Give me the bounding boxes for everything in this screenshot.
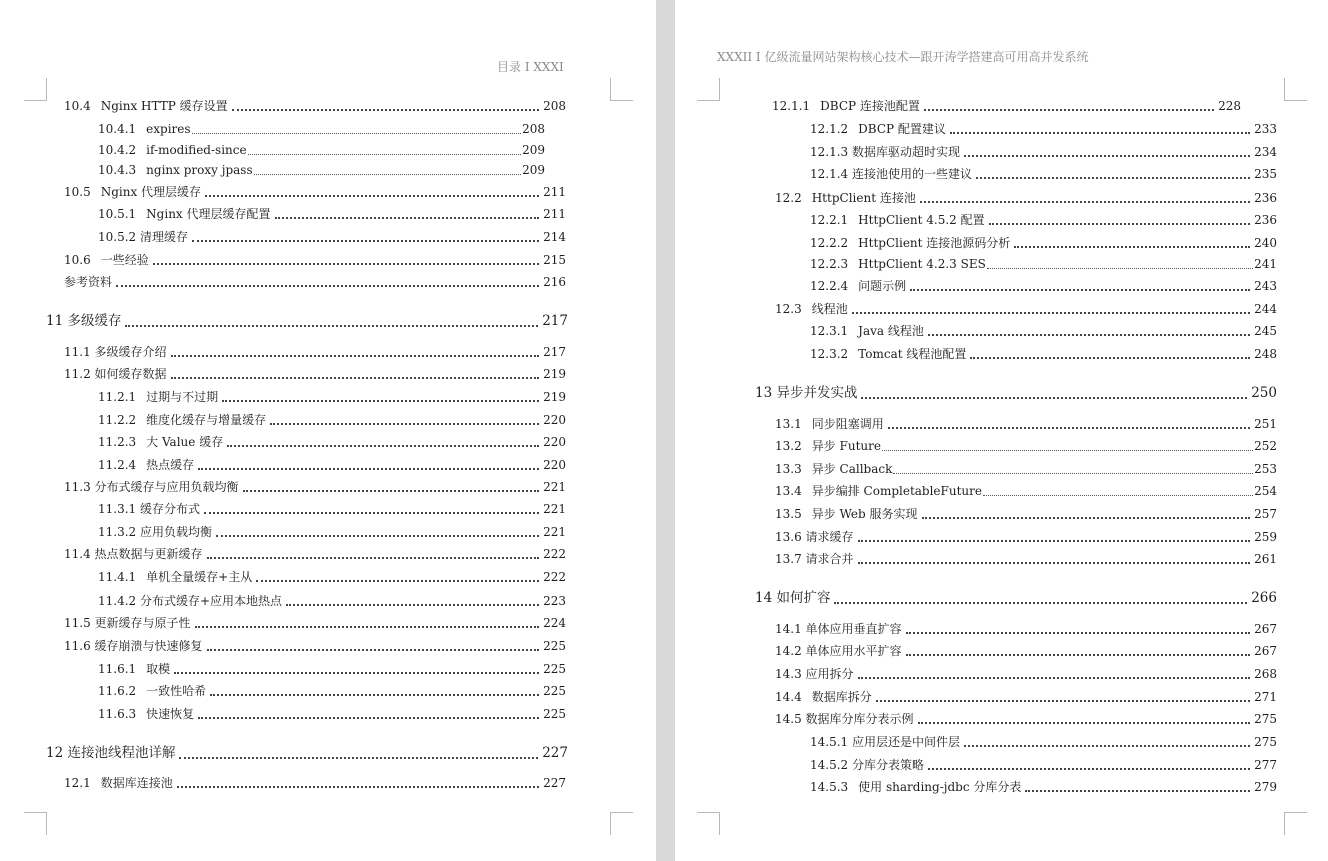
toc-entry-page-number: 244: [1254, 302, 1277, 316]
toc-entry-title: 11.6 缓存崩溃与快速修复: [64, 639, 203, 653]
toc-entry[interactable]: [775, 711, 1277, 727]
toc-entry-page-number: 217: [542, 313, 568, 329]
toc-entry-number: 12.2.3: [810, 257, 849, 271]
dot-leader: [861, 397, 1247, 399]
dot-leader: [171, 355, 540, 357]
toc-entry[interactable]: [775, 416, 1277, 432]
toc-entry-title: 11.2 如何缓存数据: [64, 367, 167, 381]
toc-entry-page-number: 208: [543, 99, 566, 113]
toc-entry-page-number: 228: [1218, 99, 1241, 113]
toc-entry-page-number: 271: [1254, 690, 1277, 704]
dot-leader: [254, 174, 521, 175]
toc-entry-page-number: 234: [1254, 145, 1277, 159]
toc-entry-number: 12.1.2: [810, 122, 849, 136]
toc-entry-page-number: 236: [1254, 191, 1277, 205]
toc-entry-page-number: 225: [543, 684, 566, 698]
dot-leader: [950, 132, 1250, 134]
toc-entry-title: 10.5.2 清理缓存: [98, 230, 188, 244]
toc-entry-number: 12.3: [775, 302, 802, 316]
toc-entry-title: nginx proxy jpass: [146, 163, 253, 177]
dot-leader: [989, 223, 1250, 225]
toc-entry-number: 12.2.1: [810, 213, 849, 227]
toc-entry[interactable]: [64, 184, 566, 200]
toc-entry-title: 参考资料: [64, 275, 113, 289]
dot-leader: [924, 109, 1214, 111]
crop-mark: [610, 812, 633, 835]
crop-mark: [1284, 78, 1307, 101]
toc-entry[interactable]: [64, 344, 566, 360]
toc-entry-page-number: 235: [1254, 167, 1277, 181]
dot-leader: [232, 109, 539, 111]
toc-entry-number: 11.2.3: [98, 435, 137, 449]
toc-entry[interactable]: [775, 301, 1277, 317]
toc-entry-page-number: 275: [1254, 712, 1277, 726]
dot-leader: [983, 495, 1253, 496]
toc-entry[interactable]: [98, 434, 566, 450]
toc-entry-page-number: 225: [543, 662, 566, 676]
dot-leader: [243, 490, 540, 492]
toc-entry[interactable]: [810, 278, 1277, 294]
dot-leader: [928, 768, 1250, 770]
toc-entry-title: 异步 Callback: [811, 462, 893, 476]
toc-entry[interactable]: [98, 683, 566, 699]
toc-entry[interactable]: [98, 457, 566, 473]
toc-entry[interactable]: [810, 346, 1277, 362]
toc-entry-title: expires: [146, 122, 191, 136]
toc-entry-title: HttpClient 4.5.2 配置: [858, 213, 985, 227]
dot-leader: [922, 517, 1251, 519]
dot-leader: [177, 786, 539, 788]
dot-leader: [153, 263, 539, 265]
toc-entry-title: 11.3.1 缓存分布式: [98, 502, 200, 516]
toc-entry-page-number: 245: [1254, 324, 1277, 338]
toc-entry-page-number: 251: [1254, 417, 1277, 431]
toc-entry[interactable]: [98, 121, 545, 137]
toc-entry-number: 12.3.1: [810, 324, 849, 338]
dot-leader: [256, 580, 539, 582]
toc-entry-page-number: 222: [543, 570, 566, 584]
toc-entry-number: 12.1: [64, 776, 91, 790]
dot-leader: [179, 757, 538, 759]
toc-entry[interactable]: [810, 235, 1277, 251]
toc-entry[interactable]: [775, 529, 1277, 545]
toc-entry-number: 12.1.1: [772, 99, 811, 113]
toc-entry-page-number: 220: [543, 413, 566, 427]
left-page: [0, 0, 656, 861]
toc-entry-title: 11.3 分布式缓存与应用负载均衡: [64, 480, 239, 494]
dot-leader: [198, 717, 539, 719]
toc-entry-title: 12 连接池线程池详解: [46, 745, 176, 761]
toc-entry-title: 11.5 更新缓存与原子性: [64, 616, 191, 630]
toc-entry-page-number: 209: [522, 143, 545, 157]
toc-entry-title: 14 如何扩容: [755, 590, 831, 606]
toc-entry-page-number: 208: [522, 122, 545, 136]
dot-leader: [882, 450, 1253, 451]
toc-entry[interactable]: [775, 506, 1277, 522]
dot-leader: [192, 240, 539, 242]
toc-entry-page-number: 236: [1254, 213, 1277, 227]
toc-entry-title: HttpClient 4.2.3 SES: [858, 257, 986, 271]
toc-entry[interactable]: [775, 689, 1277, 705]
toc-entry-page-number: 275: [1254, 735, 1277, 749]
toc-entry-title: 11.4 热点数据与更新缓存: [64, 547, 203, 561]
toc-entry-number: 13.5: [775, 507, 802, 521]
dot-leader: [964, 745, 1250, 747]
dot-leader: [207, 557, 540, 559]
toc-entry[interactable]: [98, 142, 545, 158]
toc-entry-page-number: 266: [1251, 590, 1277, 606]
toc-entry-title: 14.2 单体应用水平扩容: [775, 644, 902, 658]
toc-entry-page-number: 221: [543, 502, 566, 516]
dot-leader: [227, 445, 539, 447]
toc-entry-title: DBCP 连接池配置: [820, 99, 920, 113]
toc-entry-page-number: 221: [543, 525, 566, 539]
toc-entry-title: 异步 Future: [811, 439, 881, 453]
dot-leader: [893, 473, 1253, 474]
toc-entry-page-number: 215: [543, 253, 566, 267]
toc-entry-title: 大 Value 缓存: [146, 435, 224, 449]
dot-leader: [858, 540, 1251, 542]
toc-entry-title: 问题示例: [858, 279, 907, 293]
toc-entry-title: 11.4.2 分布式缓存+应用本地热点: [98, 594, 283, 608]
dot-leader: [918, 722, 1251, 724]
toc-entry[interactable]: [775, 190, 1277, 206]
toc-entry[interactable]: [98, 162, 545, 178]
dot-leader: [970, 357, 1250, 359]
dot-leader: [207, 649, 540, 651]
toc-entry[interactable]: [810, 779, 1277, 795]
toc-entry-page-number: 225: [543, 707, 566, 721]
toc-entry[interactable]: [64, 546, 566, 562]
toc-entry-page-number: 240: [1254, 236, 1277, 250]
toc-entry-title: Java 线程池: [858, 324, 924, 338]
dot-leader: [192, 133, 522, 134]
dot-leader: [286, 604, 539, 606]
toc-entry[interactable]: [98, 593, 566, 609]
dot-leader: [205, 195, 539, 197]
toc-entry-page-number: 279: [1254, 780, 1277, 794]
toc-entry[interactable]: [810, 144, 1277, 160]
toc-entry[interactable]: [64, 252, 566, 268]
dot-leader: [987, 268, 1253, 269]
toc-entry-number: 13.1: [775, 417, 802, 431]
toc-entry-title: 14.5.1 应用层还是中间件层: [810, 735, 960, 749]
toc-entry[interactable]: [755, 384, 1277, 402]
toc-entry-title: 13.6 请求缓存: [775, 530, 854, 544]
toc-entry-page-number: 261: [1254, 552, 1277, 566]
toc-entry-title: 维度化缓存与增量缓存: [146, 413, 267, 427]
toc-entry-page-number: 211: [543, 207, 566, 221]
toc-entry-title: HttpClient 连接池源码分析: [858, 236, 1011, 250]
toc-entry[interactable]: [775, 643, 1277, 659]
dot-leader: [888, 427, 1250, 429]
toc-entry-number: 11.6.2: [98, 684, 137, 698]
toc-entry-page-number: 248: [1254, 347, 1277, 361]
page-header: XXXII I 亿级流量网站架构核心技术—跟开涛学搭建高可用高并发系统: [717, 50, 1089, 64]
toc-entry-page-number: 233: [1254, 122, 1277, 136]
toc-entry[interactable]: [775, 483, 1277, 499]
toc-entry[interactable]: [810, 734, 1277, 750]
toc-entry-page-number: 211: [543, 185, 566, 199]
toc-entry-title: Nginx 代理层缓存: [100, 185, 202, 199]
toc-entry-page-number: 252: [1254, 439, 1277, 453]
toc-entry[interactable]: [46, 744, 568, 762]
toc-entry-title: 一些经验: [100, 253, 149, 267]
toc-entry[interactable]: [810, 121, 1277, 137]
toc-entry-title: 一致性哈希: [146, 684, 207, 698]
toc-entry-page-number: 227: [542, 745, 568, 761]
toc-entry[interactable]: [810, 166, 1277, 182]
crop-mark: [24, 78, 47, 101]
toc-entry-title: 12.1.4 连接池使用的一些建议: [810, 167, 972, 181]
toc-entry-page-number: 243: [1254, 279, 1277, 293]
toc-entry-page-number: 222: [543, 547, 566, 561]
toc-entry-title: 11.1 多级缓存介绍: [64, 345, 167, 359]
dot-leader: [858, 562, 1251, 564]
dot-leader: [275, 217, 540, 219]
dot-leader: [125, 325, 538, 327]
toc-entry[interactable]: [98, 412, 566, 428]
toc-entry-number: 12.3.2: [810, 347, 849, 361]
toc-entry-title: Nginx 代理层缓存配置: [146, 207, 271, 221]
toc-entry-number: 12.2.4: [810, 279, 849, 293]
toc-entry-number: 13.2: [775, 439, 802, 453]
toc-entry-title: 11 多级缓存: [46, 313, 122, 329]
toc-entry[interactable]: [98, 661, 566, 677]
toc-entry-number: 14.4: [775, 690, 802, 704]
toc-entry-page-number: 223: [543, 594, 566, 608]
toc-entry-number: 10.4.3: [98, 163, 137, 177]
toc-entry[interactable]: [775, 438, 1277, 454]
toc-entry-title: 异步 Web 服务实现: [811, 507, 918, 521]
toc-entry-number: 11.2.4: [98, 458, 137, 472]
page-header: 目录 I XXXI: [497, 60, 564, 74]
toc-entry[interactable]: [810, 323, 1277, 339]
crop-mark: [610, 78, 633, 101]
toc-entry-page-number: 225: [543, 639, 566, 653]
toc-entry[interactable]: [810, 757, 1277, 773]
toc-entry-title: 14.3 应用拆分: [775, 667, 854, 681]
toc-entry-number: 11.2.2: [98, 413, 137, 427]
dot-leader: [174, 672, 539, 674]
dot-leader: [964, 155, 1250, 157]
dot-leader: [116, 285, 539, 287]
toc-entry[interactable]: [98, 229, 566, 245]
toc-entry[interactable]: [755, 589, 1277, 607]
toc-entry-number: 14.5.3: [810, 780, 849, 794]
toc-entry[interactable]: [775, 551, 1277, 567]
toc-entry-title: 12.1.3 数据库驱动超时实现: [810, 145, 960, 159]
toc-entry[interactable]: [64, 615, 566, 631]
toc-entry[interactable]: [64, 98, 566, 114]
toc-entry-number: 10.4.1: [98, 122, 137, 136]
toc-entry-page-number: 254: [1254, 484, 1277, 498]
toc-entry[interactable]: [98, 501, 566, 517]
toc-entry-page-number: 267: [1254, 644, 1277, 658]
toc-entry-number: 13.4: [775, 484, 802, 498]
toc-entry-page-number: 250: [1251, 385, 1277, 401]
toc-entry-title: 14.5 数据库分库分表示例: [775, 712, 914, 726]
dot-leader: [210, 694, 539, 696]
toc-entry-title: 14.5.2 分库分表策略: [810, 758, 924, 772]
toc-entry[interactable]: [98, 389, 566, 405]
toc-entry-title: 使用 sharding-jdbc 分库分表: [858, 780, 1022, 794]
dot-leader: [906, 654, 1251, 656]
crop-mark: [697, 812, 720, 835]
dot-leader: [852, 312, 1250, 314]
toc-entry[interactable]: [810, 212, 1277, 228]
toc-entry-title: 单机全量缓存+主从: [146, 570, 253, 584]
dot-leader: [876, 700, 1250, 702]
dot-leader: [195, 626, 540, 628]
toc-entry-title: 14.1 单体应用垂直扩容: [775, 622, 902, 636]
toc-entry[interactable]: [64, 479, 566, 495]
dot-leader: [976, 177, 1250, 179]
toc-entry-title: DBCP 配置建议: [858, 122, 946, 136]
toc-entry-page-number: 216: [543, 275, 566, 289]
toc-entry-number: 10.4: [64, 99, 91, 113]
toc-entry-number: 12.2: [775, 191, 802, 205]
dot-leader: [834, 602, 1247, 604]
page-gutter: [656, 0, 675, 861]
toc-entry[interactable]: [64, 775, 566, 791]
toc-entry-page-number: 268: [1254, 667, 1277, 681]
dot-leader: [198, 468, 539, 470]
toc-entry-title: 数据库拆分: [811, 690, 872, 704]
crop-mark: [24, 812, 47, 835]
toc-entry[interactable]: [810, 256, 1277, 272]
dot-leader: [858, 677, 1251, 679]
toc-entry-title: if-modified-since: [146, 143, 247, 157]
toc-entry-title: 13 异步并发实战: [755, 385, 858, 401]
dot-leader: [270, 423, 539, 425]
dot-leader: [1025, 790, 1250, 792]
toc-entry-number: 11.6.3: [98, 707, 137, 721]
toc-entry[interactable]: [98, 706, 566, 722]
dot-leader: [910, 289, 1250, 291]
toc-entry-page-number: 227: [543, 776, 566, 790]
crop-mark: [1284, 812, 1307, 835]
toc-entry-title: 热点缓存: [146, 458, 195, 472]
toc-entry-page-number: 221: [543, 480, 566, 494]
toc-entry-page-number: 253: [1254, 462, 1277, 476]
toc-entry-title: 数据库连接池: [100, 776, 173, 790]
toc-entry[interactable]: [64, 366, 566, 382]
toc-entry-title: Tomcat 线程池配置: [858, 347, 967, 361]
toc-entry-page-number: 267: [1254, 622, 1277, 636]
toc-entry-title: 11.3.2 应用负载均衡: [98, 525, 212, 539]
crop-mark: [697, 78, 720, 101]
toc-entry-title: Nginx HTTP 缓存设置: [100, 99, 228, 113]
toc-entry-title: 快速恢复: [146, 707, 195, 721]
toc-entry-page-number: 219: [543, 390, 566, 404]
toc-entry[interactable]: [46, 312, 568, 330]
toc-entry-number: 10.6: [64, 253, 91, 267]
toc-entry[interactable]: [98, 524, 566, 540]
toc-entry-title: 异步编排 CompletableFuture: [811, 484, 982, 498]
toc-entry[interactable]: [775, 666, 1277, 682]
dot-leader: [204, 512, 539, 514]
toc-entry-number: 10.4.2: [98, 143, 137, 157]
toc-entry-page-number: 214: [543, 230, 566, 244]
toc-entry-page-number: 219: [543, 367, 566, 381]
dot-leader: [171, 377, 540, 379]
dot-leader: [1014, 246, 1250, 248]
toc-entry-title: 线程池: [811, 302, 848, 316]
toc-entry[interactable]: [775, 621, 1277, 637]
toc-entry-title: 过期与不过期: [146, 390, 219, 404]
dot-leader: [906, 632, 1251, 634]
toc-entry-page-number: 277: [1254, 758, 1277, 772]
toc-entry-page-number: 259: [1254, 530, 1277, 544]
toc-entry-number: 11.4.1: [98, 570, 137, 584]
toc-entry[interactable]: [772, 98, 1241, 114]
dot-leader: [216, 535, 539, 537]
toc-entry[interactable]: [98, 206, 566, 222]
toc-entry-page-number: 220: [543, 458, 566, 472]
toc-entry[interactable]: [98, 569, 566, 585]
dot-leader: [920, 201, 1250, 203]
toc-entry-page-number: 241: [1254, 257, 1277, 271]
toc-entry-title: HttpClient 连接池: [811, 191, 916, 205]
toc-entry-title: 取模: [146, 662, 171, 676]
toc-entry-number: 11.2.1: [98, 390, 137, 404]
dot-leader: [928, 334, 1250, 336]
toc-entry[interactable]: [64, 274, 566, 290]
toc-entry-title: 同步阻塞调用: [811, 417, 884, 431]
right-page: [675, 0, 1328, 861]
toc-entry[interactable]: [775, 461, 1277, 477]
toc-entry-number: 10.5.1: [98, 207, 137, 221]
toc-entry[interactable]: [64, 638, 566, 654]
toc-entry-number: 13.3: [775, 462, 802, 476]
dot-leader: [248, 154, 522, 155]
toc-entry-page-number: 224: [543, 616, 566, 630]
toc-entry-number: 12.2.2: [810, 236, 849, 250]
toc-entry-page-number: 209: [522, 163, 545, 177]
toc-entry-page-number: 257: [1254, 507, 1277, 521]
toc-entry-page-number: 220: [543, 435, 566, 449]
toc-entry-number: 11.6.1: [98, 662, 137, 676]
dot-leader: [222, 400, 539, 402]
toc-entry-page-number: 217: [543, 345, 566, 359]
toc-entry-number: 10.5: [64, 185, 91, 199]
toc-entry-title: 13.7 请求合并: [775, 552, 854, 566]
